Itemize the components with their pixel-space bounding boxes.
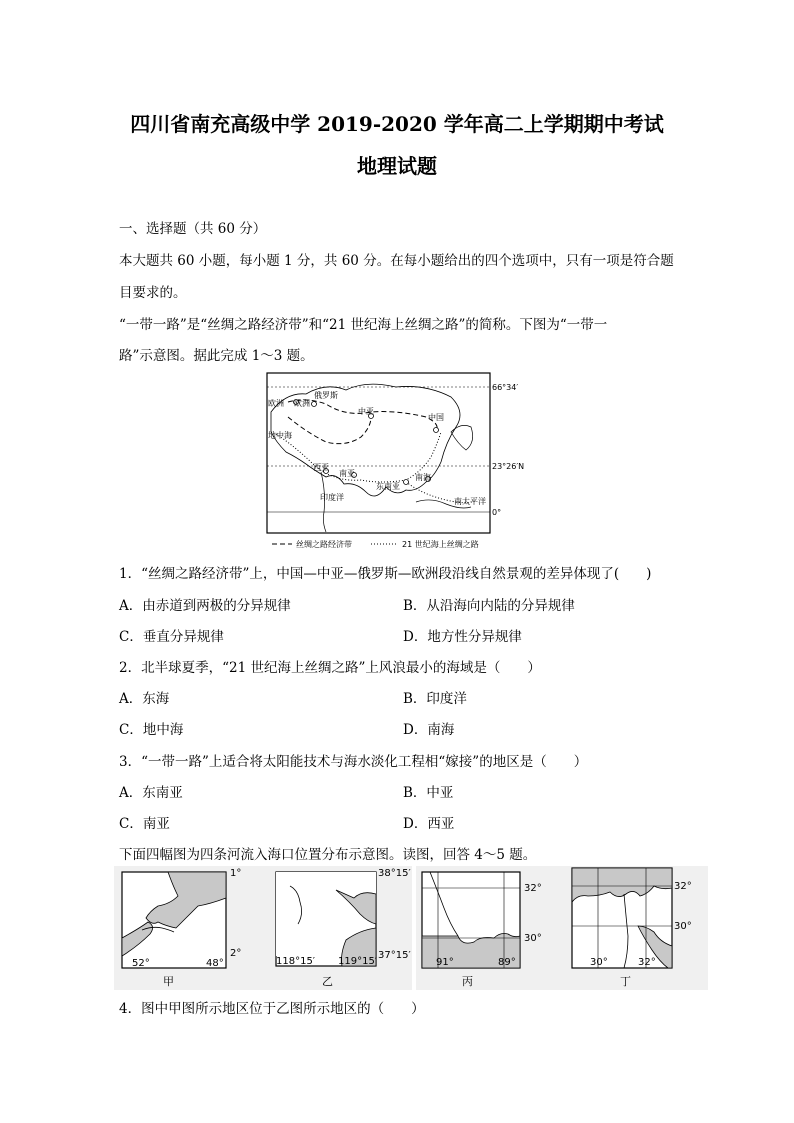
label-europe-2: 欧洲 — [294, 399, 310, 408]
jia-caption: 甲 — [163, 975, 174, 988]
label-mediterranean: 地中海 — [268, 431, 292, 440]
passage2-line-1: 下面四幅图为四条河流入海口位置分布示意图。读图，回答 4～5 题。 — [119, 847, 537, 863]
lat-label-arctic: 66°34′ — [492, 383, 519, 392]
question-3-stem: 3．“一带一路”上适合将太阳能技术与海水淡化工程相“嫁接”的地区是（ ） — [119, 754, 588, 770]
question-1-option-a[interactable]: A．由赤道到两极的分异规律 — [119, 598, 291, 614]
ding-lon-left: 30° — [590, 957, 608, 968]
question-1-option-b[interactable]: B．从沿海向内陆的分异规律 — [403, 598, 575, 614]
page-subtitle: 地理试题 — [357, 154, 437, 178]
bing-caption: 丙 — [462, 975, 473, 988]
bing-lon-left: 91° — [436, 957, 454, 968]
jia-lat-bottom: 2° — [230, 948, 242, 959]
yi-lat-bottom: 37°15′ — [378, 950, 411, 961]
section-heading: 一、选择题（共 60 分） — [119, 221, 267, 237]
yi-lat-top: 38°15′ — [378, 868, 411, 879]
yi-lon-right: 119°15′ — [338, 956, 378, 967]
jia-lon-right: 48° — [206, 958, 224, 969]
yi-caption: 乙 — [322, 975, 333, 988]
label-south-china-sea: 南海 — [415, 473, 431, 482]
map-yi — [270, 866, 412, 990]
ding-lat-bottom: 30° — [674, 921, 692, 932]
bing-lon-right: 89° — [498, 957, 516, 968]
label-russia: 俄罗斯 — [314, 391, 338, 400]
map-bing — [418, 866, 558, 990]
question-3-option-d[interactable]: D．西亚 — [403, 816, 455, 832]
jia-lon-left: 52° — [132, 958, 150, 969]
page-title: 四川省南充高级中学 2019-2020 学年高二上学期期中考试 — [130, 112, 664, 136]
label-south-pacific: 南太平洋 — [454, 497, 486, 506]
question-2-option-a[interactable]: A．东海 — [119, 691, 170, 707]
ding-lat-top: 32° — [674, 881, 692, 892]
question-3-option-b[interactable]: B．中亚 — [403, 785, 454, 801]
label-west-asia: 西亚 — [313, 463, 329, 472]
bing-lat-top: 32° — [524, 883, 542, 894]
map-jia — [118, 866, 258, 990]
section-intro-line-1: 本大题共 60 小题，每小题 1 分，共 60 分。在每小题给出的四个选项中，只有一项是符合题 — [119, 253, 674, 269]
section-intro-line-2: 目要求的。 — [119, 285, 187, 301]
passage1-line-1: “一带一路”是“丝绸之路经济带”和“21 世纪海上丝绸之路”的简称。下图为“一带一 — [119, 317, 608, 333]
question-3-option-c[interactable]: C．南亚 — [119, 816, 170, 832]
question-2-option-c[interactable]: C．地中海 — [119, 722, 184, 738]
legend-sea-route: 21 世纪海上丝绸之路 — [402, 540, 479, 549]
jia-lat-top: 1° — [230, 868, 242, 879]
passage1-line-2: 路”示意图。据此完成 1～3 题。 — [119, 348, 314, 364]
ding-lon-right: 32° — [638, 957, 656, 968]
belt-road-map — [266, 372, 531, 552]
question-2-option-d[interactable]: D．南海 — [403, 722, 455, 738]
label-central-asia: 中亚 — [358, 407, 374, 416]
question-2-option-b[interactable]: B．印度洋 — [403, 691, 467, 707]
question-3-option-a[interactable]: A．东南亚 — [119, 785, 183, 801]
question-2-stem: 2．北半球夏季，“21 世纪海上丝绸之路”上风浪最小的海域是（ ） — [119, 660, 541, 676]
question-4-stem: 4．图中甲图所示地区位于乙图所示地区的（ ） — [119, 1001, 425, 1017]
label-south-asia: 南亚 — [339, 469, 355, 478]
ding-caption: 丁 — [620, 975, 631, 988]
label-indian-ocean: 印度洋 — [320, 493, 344, 502]
map-ding — [568, 866, 708, 990]
bing-lat-bottom: 30° — [524, 933, 542, 944]
label-china: 中国 — [428, 413, 444, 422]
question-1-stem: 1．“丝绸之路经济带”上，中国—中亚—俄罗斯—欧洲段沿线自然景观的差异体现了( ) — [119, 566, 652, 582]
question-1-option-d[interactable]: D．地方性分异规律 — [403, 629, 522, 645]
legend-land-route: 丝绸之路经济带 — [296, 540, 352, 549]
lat-label-tropic: 23°26′N — [492, 462, 525, 471]
yi-lon-left: 118°15′ — [276, 956, 316, 967]
label-europe-1: 欧洲 — [268, 399, 284, 408]
lat-label-equator: 0° — [492, 508, 502, 517]
label-southeast-asia: 东南亚 — [376, 482, 400, 491]
question-1-option-c[interactable]: C．垂直分异规律 — [119, 629, 224, 645]
